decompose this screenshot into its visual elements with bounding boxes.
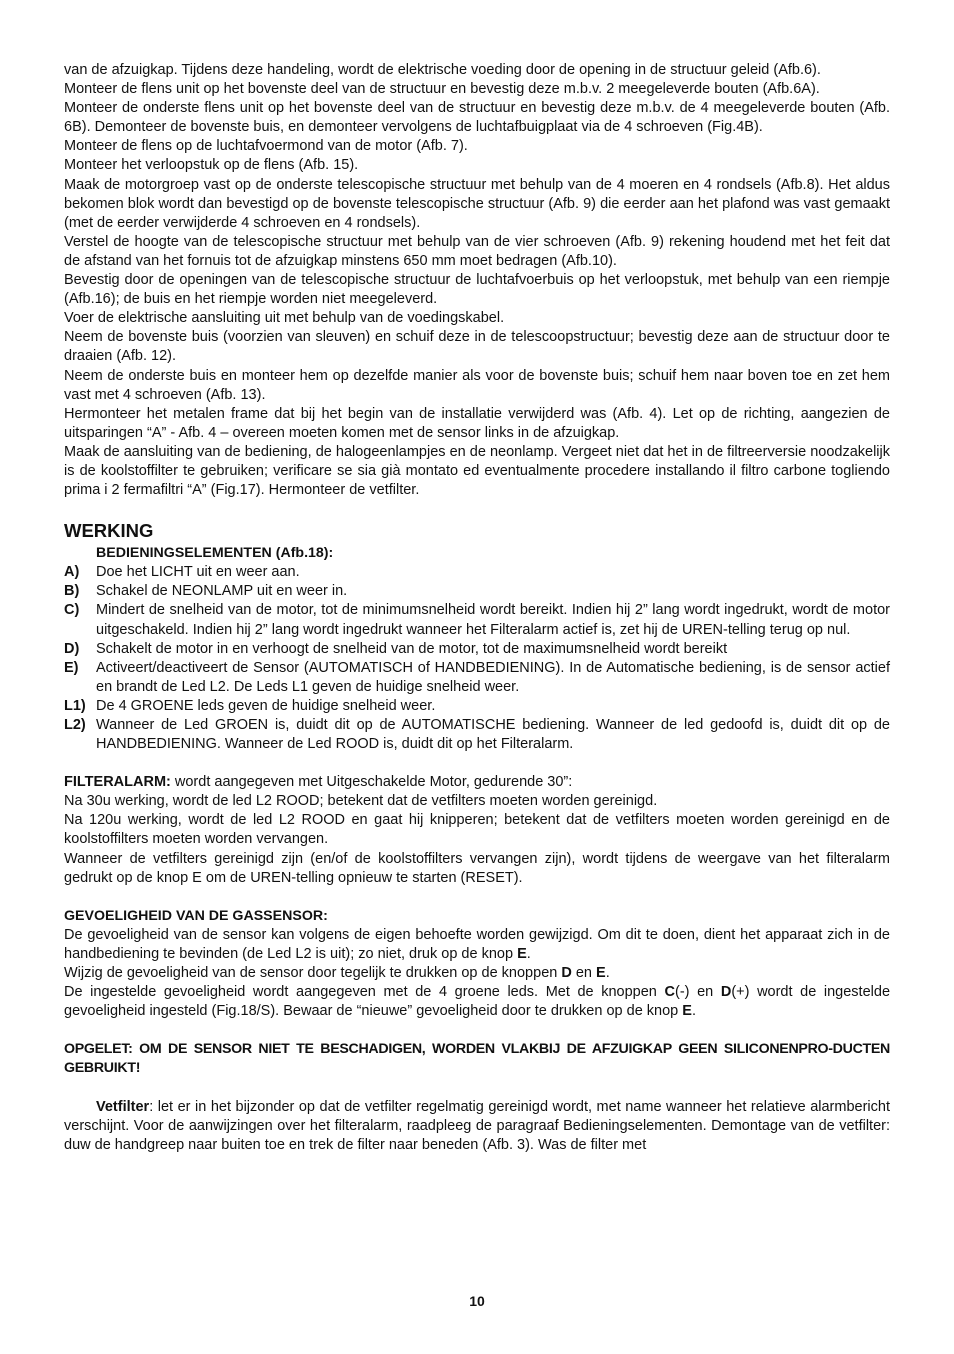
intro-paragraph: Neem de bovenste buis (voorzien van sleuven) en schuif deze in de telescoopstructuur; bevestig deze aan de structuur door te draaien (Afb. 12).: [64, 329, 890, 365]
intro-paragraph: Verstel de hoogte van de telescopische structuur met behulp van de vier schroeven (Afb. 9) rekening houdend met het feit dat de afstand van het fornuis tot de afzuigkap minstens 650 mm moet bedragen (Afb.10).: [64, 233, 890, 269]
control-item: [64, 640, 890, 659]
control-item: [64, 582, 890, 601]
control-key: C): [64, 602, 80, 619]
section-title-werking: WERKING: [64, 520, 154, 542]
control-description: Schakel de NEONLAMP uit en weer in.: [96, 583, 348, 600]
control-item: [64, 601, 890, 639]
sensor-warning: OPGELET: OM DE SENSOR NIET TE BESCHADIGEN, WORDEN VLAKBIJ DE AFZUIGKAP GEEN SILICONENPRO-DUCTEN GEBRUIKT!: [64, 1041, 890, 1077]
filteralarm-line: Wanneer de vetfilters gereinigd zijn (en/of de koolstoffilters vervangen zijn), wordt tijdens de weergave van het filteralarm gedrukt op de knop E om de UREN-telling opnieuw te starten (RESET).: [64, 850, 890, 886]
document-page: [64, 61, 890, 1155]
gassensor-section: [64, 907, 890, 1022]
filteralarm-lead: wordt aangegeven met Uitgeschakelde Motor, gedurende 30”:: [170, 774, 573, 791]
control-item: [64, 563, 890, 582]
intro-paragraph: Neem de onderste buis en monteer hem op dezelfde manier als voor de bovenste buis; schuif hem naar boven toe en zet hem vast met 4 schroeven (Afb. 13).: [64, 367, 890, 403]
controls-subtitle: BEDIENINGSELEMENTEN (Afb.18):: [96, 545, 334, 562]
intro-paragraph: Maak de aansluiting van de bediening, de halogeenlampjes en de neonlamp. Vergeet niet dat het in de filtreerversie noodzakelijk is de koolstoffilter te gebruiken; verificare se sia già montato ed eventualmente procedere installando il filtro carbone togliendo prima i 2 fermafiltri “A” (Fig.17). Hermonteer de vetfilter.: [64, 443, 890, 499]
gassensor-paragraph: [64, 983, 890, 1021]
button-key: E: [596, 965, 606, 982]
gassensor-paragraph: [64, 926, 890, 964]
filteralarm-line: Na 120u werking, wordt de led L2 ROOD en gaat hij knipperen; betekent dat de vetfilters moeten worden gereinigd en de koolstoffilters moeten worden vervangen.: [64, 812, 890, 848]
control-key: L2): [64, 717, 86, 733]
installation-instructions: [64, 61, 890, 500]
control-key: B): [64, 583, 80, 600]
filteralarm-line: Na 30u werking, wordt de led L2 ROOD; betekent dat de vetfilters moeten worden gereinigd.: [64, 793, 658, 810]
intro-paragraph: van de afzuigkap. Tijdens deze handeling, wordt de elektrische voeding door de opening in de structuur geleid (Afb.6).: [64, 62, 821, 78]
filteralarm-section: [64, 773, 890, 888]
vetfilter-label: Vetfilter: [96, 1098, 150, 1115]
intro-paragraph: Bevestig door de openingen van de telescopische structuur de luchtafvoerbuis op het verloopstuk, met behulp van een riempje (Afb.16); de buis en het riempje worden niet meegeleverd.: [64, 272, 890, 308]
button-key: C: [664, 984, 675, 1001]
intro-paragraph: Hermonteer het metalen frame dat bij het begin van de installatie verwijderd was (Afb. 4). Let op de richting, aangezien de uitsparingen “A” - Afb. 4 – overeen moeten komen met de sensor links in de afzuigkap.: [64, 405, 890, 441]
control-description: Doe het LICHT uit en weer aan.: [96, 564, 300, 581]
vetfilter-paragraph: [64, 1098, 890, 1155]
button-key: D: [561, 965, 572, 982]
control-description: Activeert/deactiveert de Sensor (AUTOMATISCH of HANDBEDIENING). In de Automatische bediening, is de sensor actief en brandt de Led L2. De Leds L1 geven de huidige snelheid weer.: [96, 659, 890, 695]
button-key: E: [517, 945, 527, 962]
control-description: Mindert de snelheid van de motor, tot de minimumsnelheid wordt bereikt. Indien hij 2” lang wordt ingedrukt, wordt de motor uitgeschakeld. Indien hij 2” lang wordt ingedrukt wanneer het Filteralarm actief is, zet hij de UREN-telling terug op nul.: [96, 602, 890, 638]
gassensor-text: .: [605, 965, 610, 982]
gassensor-text: en: [571, 965, 597, 982]
gassensor-text: Wijzig de gevoeligheid van de sensor door tegelijk te drukken op de knoppen: [64, 965, 562, 982]
controls-list: [64, 563, 890, 754]
gassensor-text: (+) wordt de ingestelde gevoeligheid ingesteld (Fig.18/S). Bewaar de “nieuwe” gevoeligheid door te drukken op de knop: [64, 984, 891, 1020]
gassensor-text: De ingestelde gevoeligheid wordt aangegeven met de 4 groene leds. Met de knoppen: [64, 984, 665, 1001]
control-key: A): [64, 564, 80, 581]
control-key: D): [64, 640, 80, 657]
filteralarm-label: FILTERALARM:: [64, 774, 171, 791]
button-key: E: [682, 1003, 692, 1020]
intro-paragraph: Maak de motorgroep vast op de onderste telescopische structuur met behulp van de 4 moeren en 4 rondsels (Afb.8). Het aldus bekomen blok wordt dan bevestigd op de bovenste telescopische structuur (Afb. 9) die eerder aan het plafond was vast gemaakt (met de eerder verwijderde 4 schroeven en 4 rondsels).: [64, 176, 890, 231]
control-key: L1): [64, 697, 86, 714]
gassensor-text: De gevoeligheid van de sensor kan volgens de eigen behoefte worden gewijzigd. Om dit te doen, dient het apparaat zich in de handbediening te bevinden (de Led L2 is uit); zo niet, druk op de knop: [64, 926, 890, 962]
gassensor-text: (-) en: [674, 984, 721, 1001]
control-description: De 4 GROENE leds geven de huidige snelheid weer.: [96, 697, 436, 714]
spacer: [64, 754, 890, 773]
control-item: [64, 697, 890, 716]
intro-paragraph: Monteer de flens op de luchtafvoermond van de motor (Afb. 7).: [64, 138, 468, 155]
control-item: [64, 659, 890, 697]
intro-paragraph: Monteer het verloopstuk op de flens (Afb. 15).: [64, 157, 359, 174]
gassensor-paragraph: [64, 964, 890, 983]
intro-paragraph: Voer de elektrische aansluiting uit met behulp van de voedingskabel.: [64, 310, 505, 327]
vetfilter-text: : let er in het bijzonder op dat de vetfilter regelmatig gereinigd wordt, met name wanneer het relatieve alarmbericht verschijnt. Voor de aanwijzingen over het filteralarm, raadpleeg de paragraaf Bedieningselementen. Demontage van de vetfilter: duw de handgreep naar buiten toe en trek de filter naar beneden (Afb. 3). Was de filter met: [64, 1098, 890, 1153]
filteralarm-intro: [64, 773, 890, 792]
control-key: E): [64, 659, 79, 676]
control-description: Wanneer de Led GROEN is, duidt dit op de AUTOMATISCHE bediening. Wanneer de led gedoofd is, duidt dit op de HANDBEDIENING. Wanneer de Led ROOD is, duidt dit op het Filteralarm.: [96, 717, 890, 753]
gassensor-text: .: [691, 1003, 696, 1020]
spacer: [64, 888, 890, 907]
spacer: [64, 1079, 890, 1098]
gassensor-text: .: [526, 945, 531, 962]
intro-paragraph: Monteer de flens unit op het bovenste deel van de structuur en bevestig deze m.b.v. 2 meegeleverde bouten (Afb.6A).: [64, 81, 820, 98]
control-item: [64, 716, 890, 754]
control-description: Schakelt de motor in en verhoogt de snelheid van de motor, tot de maximumsnelheid wordt bereikt: [96, 640, 728, 657]
page-number: 10: [469, 1293, 485, 1309]
button-key: D: [720, 984, 732, 1001]
gassensor-title: GEVOELIGHEID VAN DE GASSENSOR:: [64, 907, 328, 924]
spacer: [64, 1021, 890, 1040]
intro-paragraph: Monteer de onderste flens unit op het bovenste deel van de structuur en bevestig deze m.b.v. de 4 meegeleverde bouten (Afb. 6B). Demonteer de bovenste buis, en demonteer vervolgens de luchtafbuigplaat via de 4 schroeven (Fig.4B).: [64, 100, 890, 136]
